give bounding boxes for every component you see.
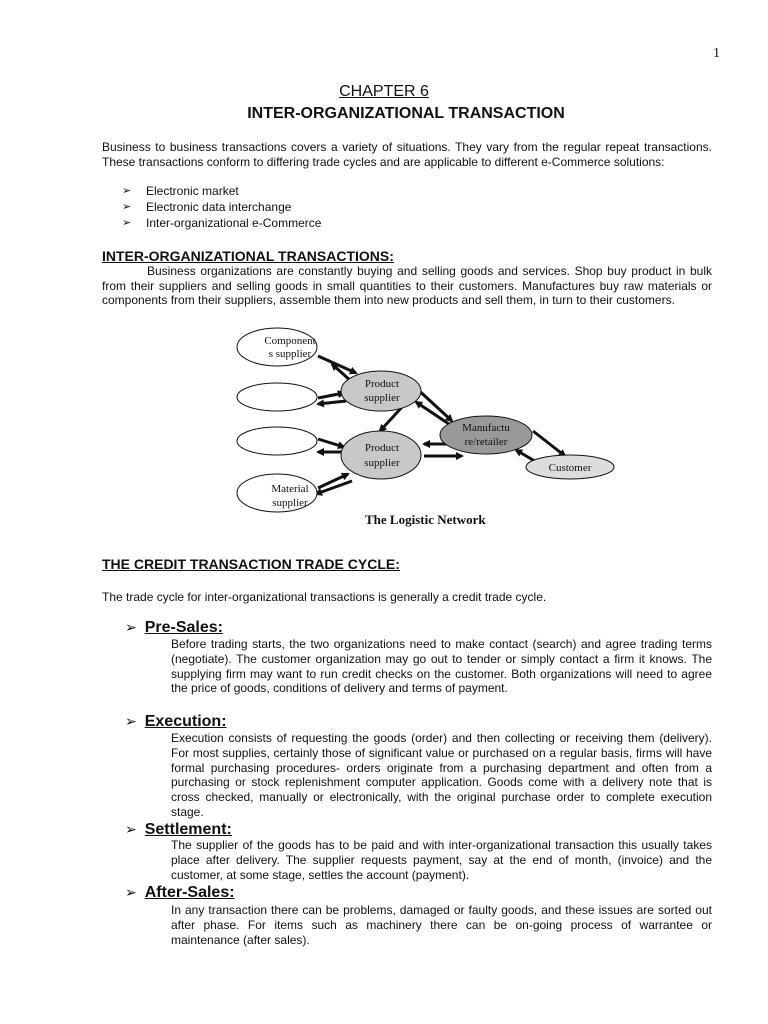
list-item: ➢ Inter-organizational e-Commerce [122, 216, 322, 230]
arrow-bullet-icon: ➢ [125, 713, 137, 729]
node-product-supplier-2 [341, 431, 421, 479]
arrow-bullet-icon: ➢ [125, 821, 137, 837]
section-heading-credit-cycle: THE CREDIT TRANSACTION TRADE CYCLE: [102, 556, 400, 572]
svg-text:s supplier: s supplier [268, 348, 312, 360]
section-paragraph: Business organizations are constantly buying and selling goods and services. Shop buy product in bulk from their suppliers and selling goods in small quantities to their customers. Manufactures buy raw materials or components from their suppliers, assemble them into new products and sell them, in turn to their customers. [102, 264, 712, 307]
svg-text:Product: Product [364, 442, 400, 454]
phase-heading-execution: ➢ Execution: [125, 713, 227, 730]
arrow-bullet-icon: ➢ [125, 619, 137, 635]
list-item: ➢ Electronic data interchange [122, 200, 292, 214]
svg-text:re/retailer: re/retailer [464, 436, 508, 448]
list-item: ➢ Electronic market [122, 184, 239, 198]
arrow-bullet-icon: ➢ [122, 217, 132, 229]
svg-text:supplier: supplier [272, 497, 308, 509]
node-components-supplier [237, 328, 317, 366]
svg-text:Manufactu: Manufactu [462, 422, 510, 434]
svg-text:supplier: supplier [364, 457, 400, 469]
chapter-heading: CHAPTER 6 [339, 83, 429, 100]
node-empty-supplier-1 [237, 383, 317, 411]
credit-cycle-intro: The trade cycle for inter-organizational transactions is generally a credit trade cycle. [102, 590, 547, 604]
node-material-supplier [237, 474, 317, 512]
intro-paragraph: Business to business transactions covers a variety of situations. They vary from the regular repeat transactions. These transactions conform to differing trade cycles and are applicable to different e-Commerce solutions: [102, 140, 712, 169]
node-manufacturer-retailer [440, 416, 532, 454]
phase-heading-pre-sales: ➢ Pre-Sales: [125, 619, 223, 636]
arrow-bullet-icon: ➢ [122, 185, 132, 197]
arrow-bullet-icon: ➢ [125, 884, 137, 900]
phase-heading-after-sales: ➢ After-Sales: [125, 884, 235, 901]
page-number: 1 [713, 46, 720, 61]
svg-text:Material: Material [271, 483, 309, 495]
phase-body-execution: Execution consists of requesting the goods (order) and then collecting or receiving them (delivery). For most supplies, certainly those of significant value or purchased on a regular basis, firms will have formal purchasing procedures- orders originate from a purchasing department and often from a purchasing or stock replenishment computer application. Goods come with a delivery note that is cross checked, manually or electronically, with the original purchase order to complete execution stage. [171, 731, 712, 819]
diagram-caption: The Logistic Network [365, 512, 486, 527]
section-heading-inter-organizational: INTER-ORGANIZATIONAL TRANSACTIONS: [102, 248, 394, 264]
svg-text:Component: Component [264, 335, 316, 347]
phase-body-settlement: The supplier of the goods has to be paid and with inter-organizational transaction this usually takes place after delivery. The supplier requests payment, say at the end of month, (invoice) and the customer, at some stage, settles the account (payment). [171, 838, 712, 882]
node-empty-supplier-2 [237, 427, 317, 455]
arrow-bullet-icon: ➢ [122, 201, 132, 213]
page-title: INTER-ORGANIZATIONAL TRANSACTION [247, 105, 565, 122]
svg-text:Customer: Customer [548, 462, 592, 474]
svg-text:Product: Product [364, 378, 400, 390]
svg-text:supplier: supplier [364, 392, 400, 404]
phase-body-after-sales: In any transaction there can be problems, damaged or faulty goods, and these issues are sorted out after phase. For items such as machinery there can be on-going process of warrantee or maintenance (after sales). [171, 903, 712, 947]
phase-heading-settlement: ➢ Settlement: [125, 821, 232, 838]
node-product-supplier-1 [341, 371, 421, 411]
node-customer [526, 455, 614, 479]
phase-body-pre-sales: Before trading starts, the two organizations need to make contact (search) and agree trading terms (negotiate). The customer organization may go out to tender or simply contact a firm it knows. The supplying firm may want to run credit checks on the customer. Both organizations will need to agree the price of goods, conditions of delivery and terms of payment. [171, 637, 712, 696]
